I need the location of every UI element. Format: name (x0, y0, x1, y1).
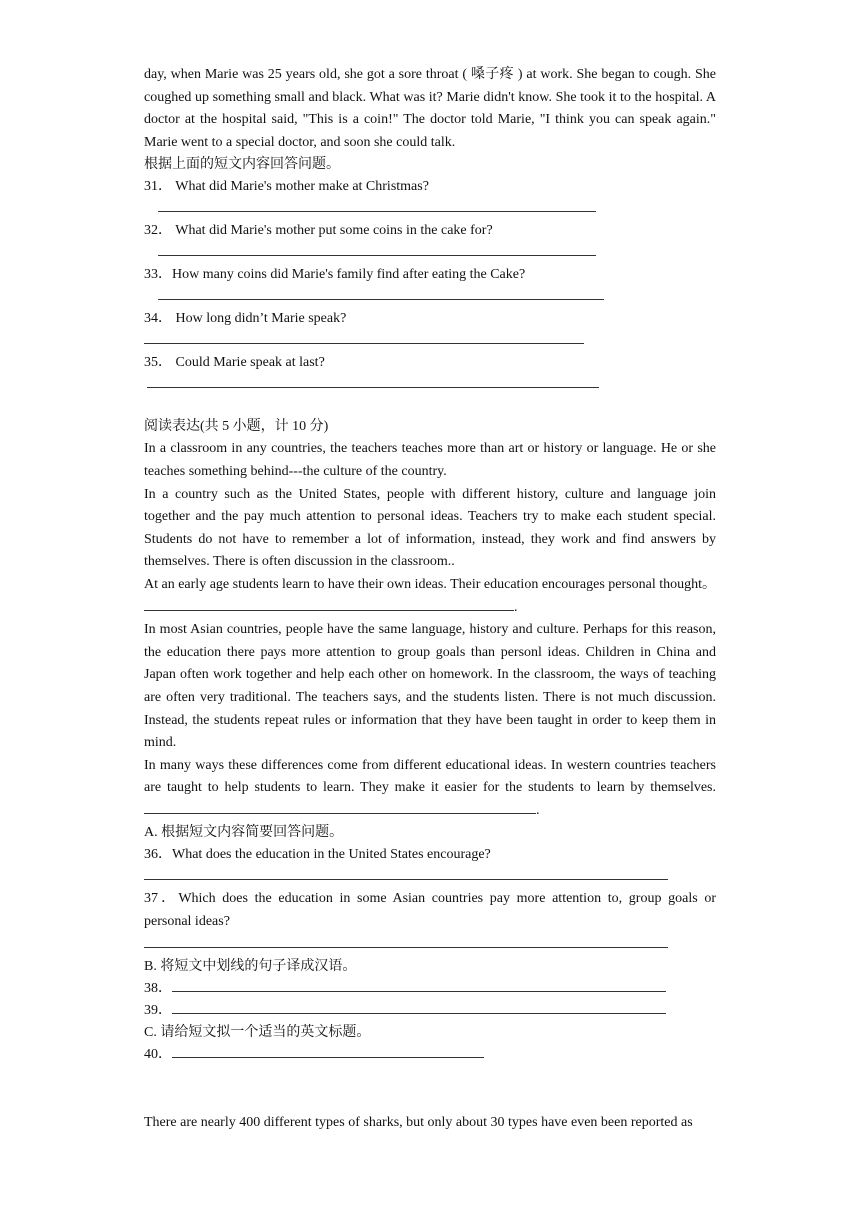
answer-line-39[interactable] (172, 1001, 666, 1014)
question-40-number: 40． (144, 1046, 172, 1062)
underlined-sentence-2-blank (144, 801, 536, 814)
answer-line-38[interactable] (172, 979, 666, 992)
passage-paragraph-1: In a classroom in any countries, the teachers teaches more than art or history or language. He or she teaches something behind---the culture of the country. (144, 441, 716, 479)
part-c-instruction: C. 请给短文拟一个适当的英文标题。 (144, 1024, 371, 1040)
part-a-instruction: A. 根据短文内容简要回答问题。 (144, 825, 344, 841)
question-32: 32． What did Marie's mother put some coins in the cake for? (144, 223, 493, 239)
underlined-sentence-1-blank (144, 598, 514, 611)
question-34: 34． How long didn’t Marie speak? (144, 311, 347, 327)
question-33: 33．How many coins did Marie's family find after eating the Cake? (144, 267, 526, 283)
paragraph-5-text: In many ways these differences come from different educational ideas. In western countries teachers are taught to help students to learn. They make it easier for the students to learn by themselves. (144, 757, 716, 796)
passage-paragraph-2: In a country such as the United States, people with different history, culture and language join together and the pay much attention to personal ideas. Teachers try to make each student special. Students do not have to remember a lot of information, instead, they work and find answers by themselves. There is often discussion in the classroom.. (144, 486, 716, 570)
paragraph-3-text: At an early age students learn to have their own ideas. Their education encourages personal thought。 (144, 576, 716, 592)
question-36: 36．What does the education in the United States encourage? (144, 847, 491, 863)
question-39-number: 39． (144, 1002, 172, 1018)
question-40 (144, 1044, 716, 1066)
question-39 (144, 1000, 716, 1022)
part-b-instruction: B. 将短文中划线的句子译成汉语。 (144, 958, 357, 974)
passage-paragraph-5 (144, 755, 716, 823)
question-35: 35． Could Marie speak at last? (144, 355, 325, 371)
document-page (144, 64, 716, 1134)
section-title: 阅读表达(共 5 小题，计 10 分) (144, 419, 329, 435)
answer-line-40[interactable] (172, 1045, 484, 1058)
question-38 (144, 978, 716, 1000)
question-38-number: 38． (144, 980, 172, 996)
passage-paragraph-3 (144, 574, 716, 619)
question-37: 37．Which does the education in some Asian countries pay more attention to, group goals or personal ideas? (144, 891, 716, 930)
next-passage-first-line: There are nearly 400 different types of sharks, but only about 30 types have even been reported as (144, 1114, 693, 1130)
story-ending-paragraph: day, when Marie was 25 years old, she got a sore throat ( 嗓子疼 ) at work. She began to cough. She coughed up something small and black. What was it? Marie didn't know. She took it to the hospital. A doctor at the hospital said, "This is a coin!" The doctor told Marie, "I think you can speak again." Marie went to a special doctor, and soon she could talk. (144, 67, 716, 150)
paragraph-5-period: . (536, 802, 540, 818)
instruction-answer-questions: 根据上面的短文内容回答问题。 (144, 157, 340, 173)
passage-paragraph-4: In most Asian countries, people have the same language, history and culture. Perhaps for this reason, the education there pays more attention to group goals than personl ideas. Children in China and Japan often work together and help each other on homework. In the classroom, the ways of teaching are often very traditional. The teachers says, and the students listen. There is not much discussion. Instead, the students repeat rules or information that they have been taught in order to keep them in mind. (144, 622, 716, 751)
paragraph-3-period: . (514, 599, 518, 615)
question-31: 31． What did Marie's mother make at Christmas? (144, 179, 429, 195)
